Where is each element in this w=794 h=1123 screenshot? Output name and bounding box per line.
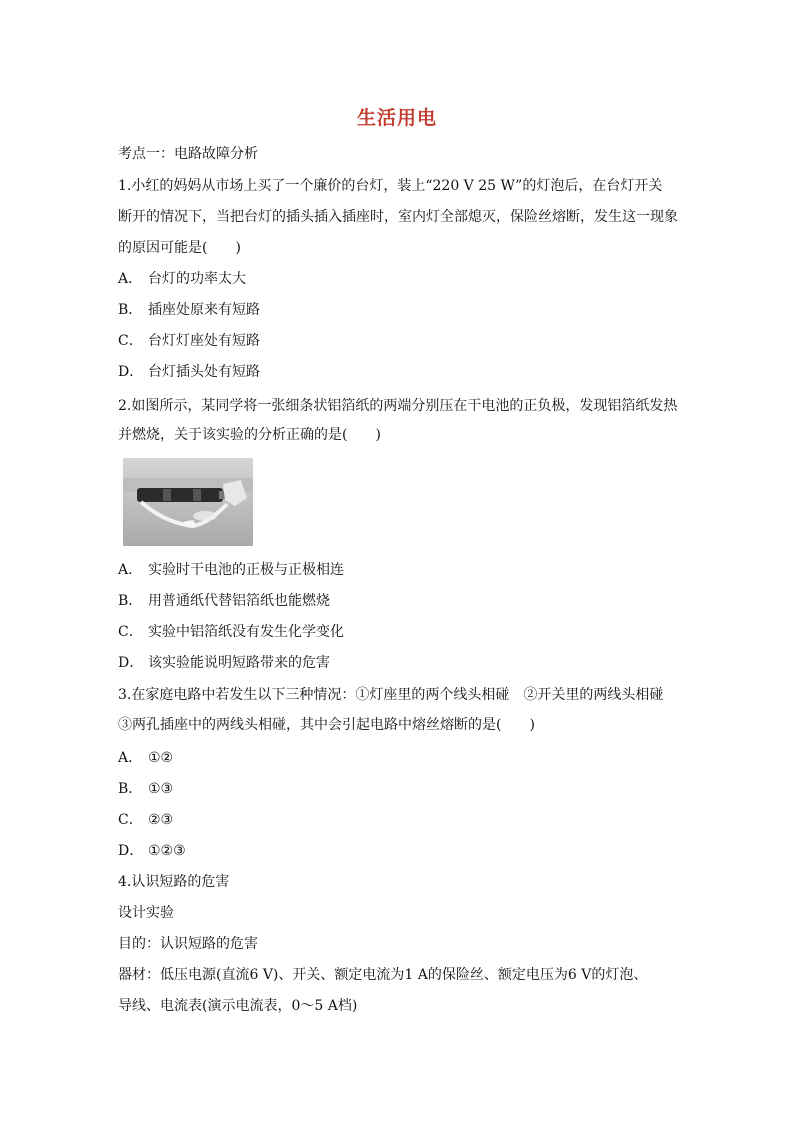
option-text: 插座处原来有短路 (148, 302, 260, 318)
experiment-photo (123, 458, 253, 546)
q4-line-1: 4.认识短路的危害 (118, 874, 230, 890)
q2-option-d (118, 653, 330, 673)
q1-option-c (118, 331, 260, 351)
q2-line-2: 并燃烧，关于该实验的分析正确的是( ) (118, 427, 381, 443)
option-letter: D． (118, 364, 144, 380)
q2-option-c (118, 622, 344, 642)
option-letter: B． (118, 302, 143, 318)
q3-option-c (118, 810, 173, 830)
option-letter: C． (118, 624, 143, 640)
battery-foil-image (123, 458, 253, 546)
q4-line-4: 器材：低压电源(直流6 V)、开关、额定电流为1 A的保险丝、额定电压为6 V的灯泡、 (118, 967, 648, 983)
q3-line-2: ③两孔插座中的两线头相碰，其中会引起电路中熔丝熔断的是( ) (118, 717, 535, 733)
option-letter: A． (118, 562, 143, 578)
q4-line-3: 目的：认识短路的危害 (118, 936, 258, 952)
option-letter: D． (118, 843, 144, 859)
q2-line-1: 2.如图所示，某同学将一张细条状铝箔纸的两端分别压在干电池的正负极，发现铝箔纸发热 (118, 398, 678, 414)
option-text: 该实验能说明短路带来的危害 (148, 655, 330, 671)
option-letter: C． (118, 812, 143, 828)
q4-line-2: 设计实验 (118, 905, 174, 921)
q1-line-2: 断开的情况下，当把台灯的插头插入插座时，室内灯全部熄灭，保险丝熔断，发生这一现象 (118, 209, 678, 225)
option-letter: B． (118, 593, 143, 609)
option-text: 用普通纸代替铝箔纸也能燃烧 (148, 593, 330, 609)
q1-line-1: 1.小红的妈妈从市场上买了一个廉价的台灯，装上“220 V 25 W”的灯泡后，在台灯开关 (118, 178, 663, 194)
q2-option-a (118, 560, 344, 580)
q1-option-b (118, 300, 260, 320)
page-title: 生活用电 (356, 107, 437, 129)
option-text: ②③ (148, 812, 174, 828)
option-text: 台灯的功率太大 (148, 271, 246, 287)
option-text: 实验中铝箔纸没有发生化学变化 (148, 624, 344, 640)
option-text: 台灯灯座处有短路 (148, 333, 260, 349)
option-letter: D． (118, 655, 144, 671)
option-letter: B． (118, 781, 143, 797)
q1-option-a (118, 269, 246, 289)
q3-line-1: 3.在家庭电路中若发生以下三种情况：①灯座里的两个线头相碰 ②开关里的两线头相碰 (118, 687, 664, 703)
q2-option-b (118, 591, 330, 611)
section-heading: 考点一：电路故障分析 (118, 146, 258, 162)
q3-option-b (118, 779, 173, 799)
option-letter: A． (118, 750, 143, 766)
q4-line-5: 导线、电流表(演示电流表，0～5 A档) (118, 998, 358, 1014)
option-text: 实验时干电池的正极与正极相连 (148, 562, 344, 578)
option-text: 台灯插头处有短路 (148, 364, 260, 380)
q3-option-a (118, 748, 173, 768)
q1-line-3: 的原因可能是( ) (118, 240, 241, 256)
option-letter: A． (118, 271, 143, 287)
q3-option-d (118, 841, 186, 861)
option-text: ①③ (148, 781, 174, 797)
q1-option-d (118, 362, 260, 382)
option-text: ①②③ (148, 843, 186, 859)
option-letter: C． (118, 333, 143, 349)
option-text: ①② (148, 750, 174, 766)
